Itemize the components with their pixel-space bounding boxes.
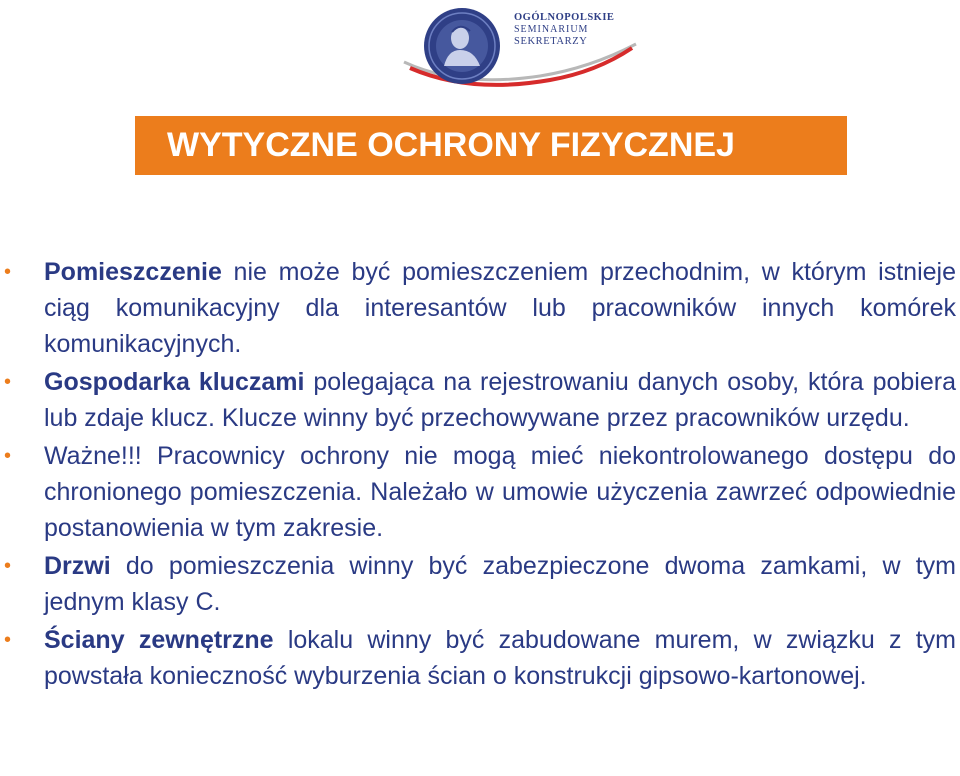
- bullet-keyword: Gospodarka kluczami: [44, 368, 305, 396]
- bullet-item-walls: [4, 622, 956, 694]
- bullet-keyword: Ściany zewnętrzne: [44, 626, 274, 654]
- bullet-item-important: [4, 438, 956, 546]
- logo-line-1: OGÓLNOPOLSKIE: [514, 12, 615, 23]
- bullet-list: [0, 254, 960, 696]
- bullet-dot-icon: •: [4, 629, 12, 651]
- bullet-dot-icon: •: [4, 555, 12, 577]
- bullet-dot-icon: •: [4, 371, 12, 393]
- bullet-text: polegająca na rejestrowaniu danych osoby, która pobiera lub zdaje klucz. Klucze winny być przechowywane przez pracowników urzędu.: [44, 368, 956, 432]
- bullet-dot-icon: •: [4, 261, 12, 283]
- seminar-logo: [400, 4, 640, 90]
- bullet-keyword: Drzwi: [44, 552, 111, 580]
- bullet-item-doors: [4, 548, 956, 620]
- logo-line-2: SEMINARIUM: [514, 24, 589, 35]
- slide-title: WYTYCZNE OCHRONY FIZYCZNEJ: [135, 116, 847, 175]
- bullet-text: lokalu winny być zabudowane murem, w związku z tym powstała konieczność wyburzenia ścian o konstrukcji gipsowo-kartonowej.: [44, 626, 956, 690]
- bullet-item-keys: [4, 364, 956, 436]
- logo-text: [514, 12, 614, 48]
- bullet-keyword: Pomieszczenie: [44, 258, 222, 286]
- bullet-item-room: [4, 254, 956, 362]
- logo-line-3: SEKRETARZY: [514, 36, 588, 47]
- bullet-text: do pomieszczenia winny być zabezpieczone dwoma zamkami, w tym jednym klasy C.: [44, 552, 956, 616]
- bullet-text: Ważne!!! Pracownicy ochrony nie mogą mieć niekontrolowanego dostępu do chronionego pomieszczenia. Należało w umowie użyczenia zawrzeć odpowiednie postanowienia w tym zakresie.: [44, 442, 956, 542]
- bullet-dot-icon: •: [4, 445, 12, 467]
- bullet-text: nie może być pomieszczeniem przechodnim, w którym istnieje ciąg komunikacyjny dla interesantów lub pracowników innych komórek komunikacyjnych.: [44, 258, 956, 358]
